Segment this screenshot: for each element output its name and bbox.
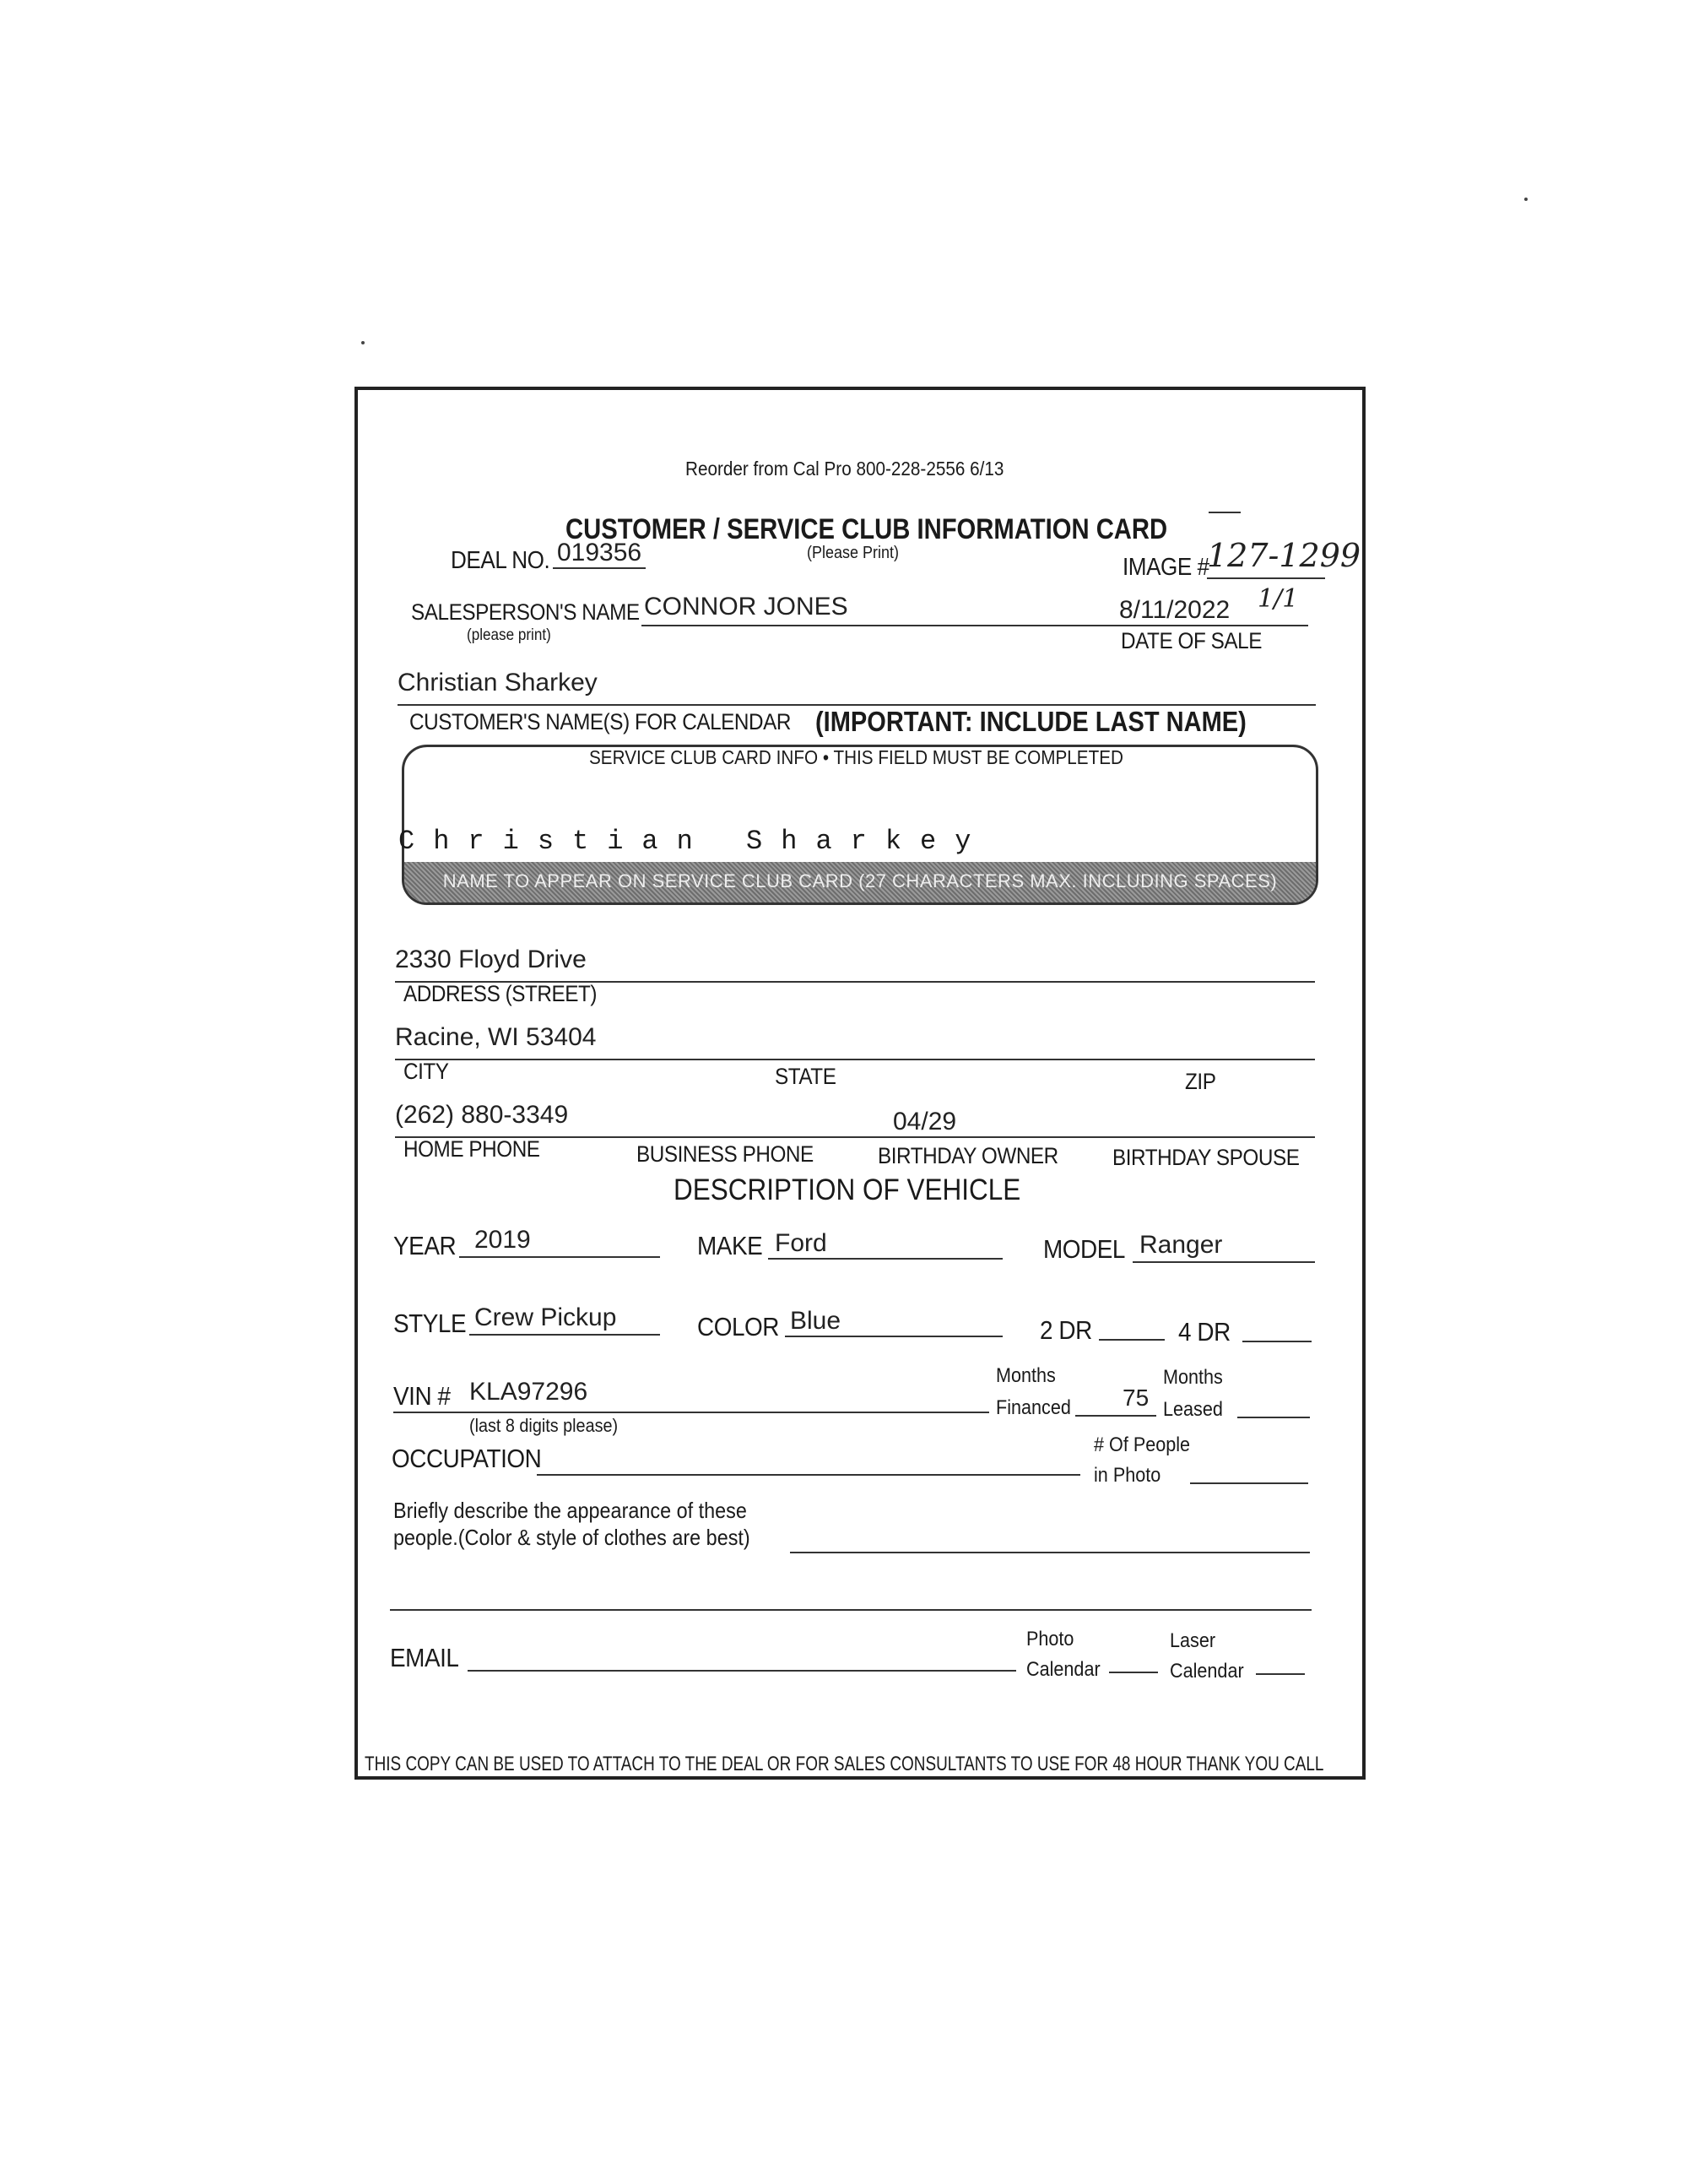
months-financed-bottom: Financed [996, 1396, 1071, 1419]
vin-note: (last 8 digits please) [469, 1415, 619, 1436]
four-door-line [1242, 1341, 1312, 1342]
describe-extra-line [390, 1609, 1312, 1611]
color-value[interactable]: Blue [790, 1307, 841, 1335]
email-label: EMAIL [390, 1643, 459, 1672]
birthday-owner-label: BIRTHDAY OWNER [878, 1143, 1058, 1168]
months-financed-top: Months [996, 1364, 1056, 1387]
salesperson-line [641, 625, 1308, 626]
reorder-note: Reorder from Cal Pro 800-228-2556 6/13 [685, 458, 1004, 480]
important-note: (IMPORTANT: INCLUDE LAST NAME) [815, 706, 1247, 737]
home-phone-value[interactable]: (262) 880-3349 [395, 1101, 569, 1129]
service-club-band-text: NAME TO APPEAR ON SERVICE CLUB CARD (27 CHARACTERS MAX. INCLUDING SPACES) [442, 870, 1278, 891]
months-leased-line [1237, 1417, 1310, 1418]
deal-no-line [553, 567, 646, 569]
style-label: STYLE [393, 1309, 467, 1338]
service-club-name-band [404, 862, 1316, 902]
four-door-label: 4 DR [1178, 1317, 1231, 1347]
year-line [459, 1256, 660, 1258]
deal-no-value[interactable]: 019356 [557, 539, 642, 566]
months-leased-top: Months [1163, 1366, 1223, 1389]
customer-name-label: CUSTOMER'S NAME(S) FOR CALENDAR [409, 709, 791, 734]
address-value[interactable]: 2330 Floyd Drive [395, 946, 587, 973]
color-line [785, 1336, 1003, 1337]
city-value[interactable]: Racine, WI 53404 [395, 1023, 597, 1051]
service-club-header: SERVICE CLUB CARD INFO • THIS FIELD MUST BE COMPLETED [589, 746, 1123, 768]
months-financed-line [1075, 1415, 1156, 1417]
describe-line-1: Briefly describe the appearance of these [393, 1498, 747, 1523]
occupation-label: OCCUPATION [392, 1444, 542, 1473]
header-dash [1209, 512, 1241, 513]
vehicle-section-title: DESCRIPTION OF VEHICLE [674, 1173, 1021, 1206]
image-mark: 1/1 [1258, 584, 1299, 614]
card-title: CUSTOMER / SERVICE CLUB INFORMATION CARD [565, 513, 1168, 545]
make-line [768, 1258, 1003, 1260]
two-door-line [1099, 1339, 1165, 1341]
describe-line-2: people.(Color & style of clothes are best) [393, 1525, 750, 1550]
people-in-photo-line [1190, 1482, 1308, 1484]
customer-name-value[interactable]: Christian Sharkey [398, 669, 598, 696]
style-value[interactable]: Crew Pickup [474, 1303, 617, 1331]
birthday-owner-value[interactable]: 04/29 [893, 1108, 957, 1135]
photo-calendar-bottom: Calendar [1026, 1658, 1101, 1681]
salesperson-sublabel: (please print) [467, 626, 551, 644]
date-of-sale-value[interactable]: 8/11/2022 [1119, 596, 1231, 624]
vin-value[interactable]: KLA97296 [469, 1378, 588, 1406]
state-label: STATE [775, 1064, 836, 1089]
occupation-line [537, 1474, 1080, 1476]
vin-line [393, 1412, 989, 1413]
two-door-label: 2 DR [1040, 1315, 1092, 1345]
model-label: MODEL [1043, 1234, 1125, 1264]
salesperson-label: SALESPERSON'S NAME [411, 599, 640, 625]
home-phone-label: HOME PHONE [403, 1136, 540, 1162]
laser-calendar-bottom: Calendar [1170, 1660, 1244, 1683]
photo-calendar-top: Photo [1026, 1628, 1074, 1650]
card-footer: THIS COPY CAN BE USED TO ATTACH TO THE DEAL OR FOR SALES CONSULTANTS TO USE FOR 48 HOUR THANK YOU CALL [365, 1753, 1324, 1775]
color-label: COLOR [697, 1312, 779, 1341]
months-financed-value[interactable]: 75 [1123, 1385, 1150, 1411]
zip-label: ZIP [1185, 1069, 1216, 1094]
laser-calendar-top: Laser [1170, 1629, 1216, 1652]
laser-calendar-line [1256, 1673, 1305, 1675]
city-label: CITY [403, 1059, 449, 1084]
scan-speck [1524, 198, 1528, 201]
city-line [395, 1059, 1315, 1060]
model-line [1133, 1261, 1315, 1263]
image-no-value[interactable]: 127-1299 [1207, 537, 1361, 574]
scan-speck [361, 341, 365, 344]
image-no-label: IMAGE # [1123, 554, 1209, 581]
style-line [469, 1334, 660, 1336]
describe-line [790, 1552, 1310, 1553]
email-line [468, 1670, 1016, 1672]
year-value[interactable]: 2019 [474, 1226, 531, 1254]
salesperson-value[interactable]: CONNOR JONES [644, 593, 848, 621]
please-print-note: (Please Print) [807, 544, 900, 562]
make-label: MAKE [697, 1231, 763, 1260]
business-phone-label: BUSINESS PHONE [636, 1141, 814, 1167]
year-label: YEAR [393, 1231, 457, 1260]
people-in-photo-top: # Of People [1094, 1433, 1191, 1456]
service-club-name-value[interactable]: Christian Sharkey [398, 826, 990, 857]
make-value[interactable]: Ford [775, 1229, 827, 1257]
image-no-line [1207, 577, 1325, 579]
deal-no-label: DEAL NO. [451, 547, 550, 574]
months-leased-bottom: Leased [1163, 1398, 1223, 1421]
photo-calendar-line [1109, 1672, 1158, 1673]
date-of-sale-label: DATE OF SALE [1121, 628, 1262, 653]
vin-label: VIN # [393, 1381, 451, 1411]
people-in-photo-bottom: in Photo [1094, 1464, 1161, 1487]
birthday-spouse-label: BIRTHDAY SPOUSE [1112, 1145, 1300, 1170]
model-value[interactable]: Ranger [1139, 1231, 1223, 1259]
address-label: ADDRESS (STREET) [403, 981, 598, 1006]
